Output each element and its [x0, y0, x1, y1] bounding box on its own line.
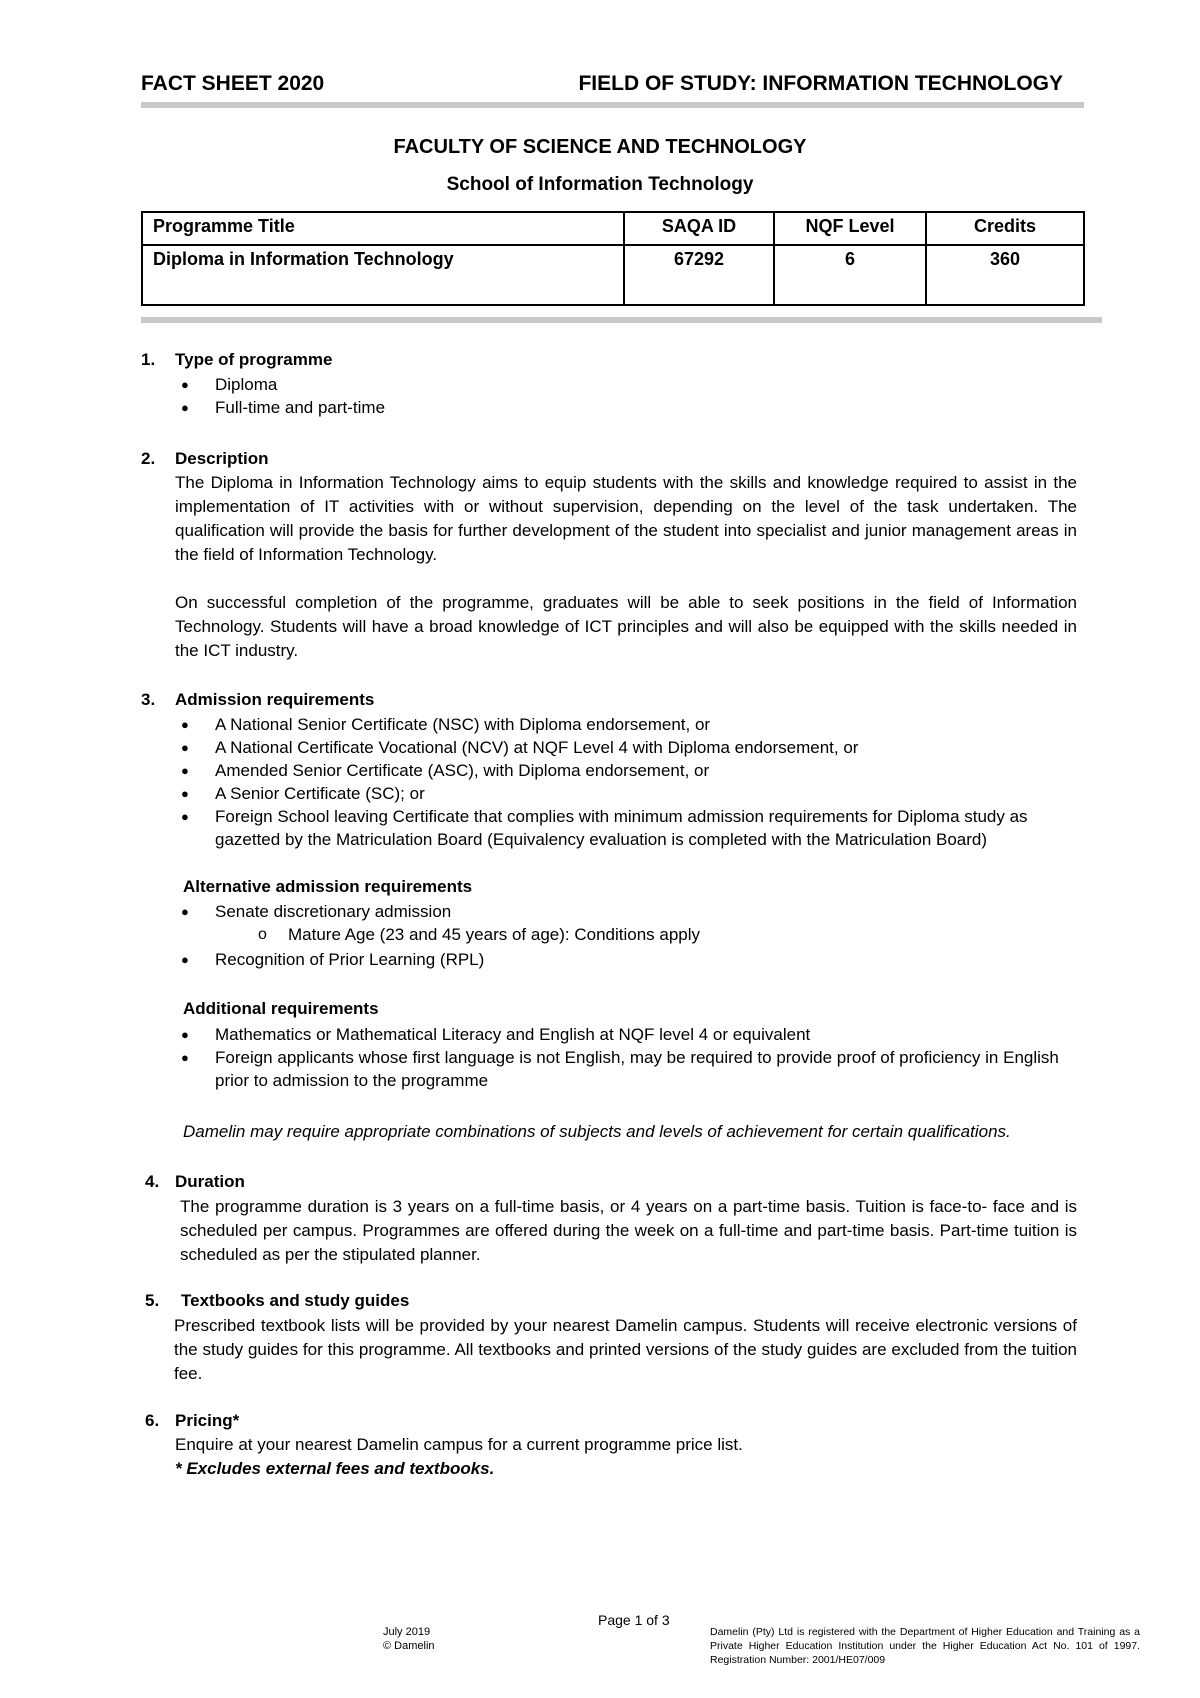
pricing-text: Enquire at your nearest Damelin campus for a current programme price list.: [175, 1435, 743, 1454]
bullet-icon: ●: [181, 786, 189, 801]
additional-requirements-list: [175, 1023, 1077, 1092]
list-item: ● Amended Senior Certificate (ASC), with Diploma endorsement, or: [181, 761, 710, 780]
bullet-icon: ●: [181, 400, 189, 415]
alternative-admission-sublist: [175, 923, 1077, 946]
bullet-icon: ●: [181, 763, 189, 778]
programme-type-list: [175, 373, 1075, 419]
header-saqa-id: SAQA ID: [624, 212, 774, 245]
footer-legal: Damelin (Pty) Ltd is registered with the Department of Higher Education and Training as a Private Higher Education Institution under the Higher Education Act No. 101 of 1997. Registration Number: 2001/HE07/009: [710, 1626, 1140, 1666]
bullet-icon: ●: [181, 1027, 189, 1042]
description-paragraph-2: On successful completion of the programme, graduates will be able to seek positions in the field of Information Technology. Students will have a broad knowledge of ICT principles and will also be equipped with the skills needed in the ICT industry.: [175, 593, 1077, 660]
table-divider: [141, 317, 1102, 323]
faculty-title: FACULTY OF SCIENCE AND TECHNOLOGY: [393, 136, 807, 158]
pricing-note: * Excludes external fees and textbooks.: [175, 1459, 495, 1478]
footer-date: July 2019: [383, 1626, 431, 1638]
additional-requirements-title: Additional requirements: [183, 999, 379, 1018]
header-right: FIELD OF STUDY: INFORMATION TECHNOLOGY: [578, 72, 1063, 95]
list-item: ● A National Senior Certificate (NSC) with Diploma endorsement, or: [181, 715, 711, 734]
list-item: ● Senate discretionary admission: [181, 902, 452, 921]
alternative-admission-list-2: [175, 948, 1077, 971]
section-3-number: 3.: [141, 690, 156, 709]
list-item: ● Foreign applicants whose first language is not English, may be required to provide proof of proficiency in English prior to admission to the programme: [181, 1048, 1059, 1090]
list-item: ● A National Certificate Vocational (NCV) at NQF Level 4 with Diploma endorsement, or: [181, 738, 859, 757]
cell-nqf-level: 6: [774, 245, 926, 305]
list-item: ● Recognition of Prior Learning (RPL): [181, 950, 485, 969]
table-row: [142, 245, 1084, 305]
school-title: School of Information Technology: [446, 174, 754, 195]
bullet-icon: ●: [181, 904, 189, 919]
header-nqf-level: NQF Level: [774, 212, 926, 245]
footer-page-number: Page 1 of 3: [598, 1612, 670, 1628]
footer-copyright: © Damelin: [383, 1640, 435, 1652]
section-6-title: Pricing*: [175, 1411, 240, 1430]
duration-text: The programme duration is 3 years on a full-time basis, or 4 years on a part-time basis. Tuition is face-to- face and is scheduled per campus. Programmes are offered during the week on a full-time and part-time basis. Part-time tuition is scheduled as per the stipulated planner.: [180, 1197, 1077, 1264]
header-divider: [141, 102, 1084, 108]
section-4-title: Duration: [175, 1172, 245, 1191]
list-item: ● Foreign School leaving Certificate that complies with minimum admission requirements for Diploma study as gazetted by the Matriculation Board (Equivalency evaluation is completed with the Matriculation Board): [181, 807, 1028, 849]
description-paragraph-1: The Diploma in Information Technology aims to equip students with the skills and knowledge required to assist in the implementation of IT activities with or without supervision, depending on the level of the task undertaken. The qualification will provide the basis for further development of the student into specialist and junior management areas in the field of Information Technology.: [175, 473, 1077, 564]
admission-list: [175, 713, 1077, 851]
list-item: ● Full-time and part-time: [181, 398, 386, 417]
section-2-title: Description: [175, 449, 269, 468]
list-item: ● Mathematics or Mathematical Literacy and English at NQF level 4 or equivalent: [181, 1025, 811, 1044]
cell-credits: 360: [926, 245, 1084, 305]
table-header-row: [142, 212, 1084, 245]
section-2-number: 2.: [141, 449, 156, 468]
bullet-icon: ●: [181, 1050, 189, 1065]
section-1-number: 1.: [141, 350, 156, 369]
section-5-title: Textbooks and study guides: [181, 1291, 410, 1310]
alternative-admission-list: [175, 900, 1077, 923]
list-item: o Mature Age (23 and 45 years of age): Conditions apply: [258, 925, 701, 944]
section-5-number: 5.: [145, 1291, 160, 1310]
bullet-icon: ●: [181, 377, 189, 392]
bullet-icon: ●: [181, 952, 189, 967]
programme-table: [141, 211, 1085, 306]
bullet-icon: ●: [181, 809, 189, 824]
header-left: FACT SHEET 2020: [141, 72, 325, 95]
header-credits: Credits: [926, 212, 1084, 245]
alternative-admission-title: Alternative admission requirements: [183, 877, 473, 896]
bullet-icon: ●: [181, 740, 189, 755]
header-programme-title: Programme Title: [142, 212, 624, 245]
admission-note: Damelin may require appropriate combinations of subjects and levels of achievement for certain qualifications.: [183, 1122, 1011, 1141]
textbooks-text: Prescribed textbook lists will be provided by your nearest Damelin campus. Students will receive electronic versions of the study guides for this programme. All textbooks and printed versions of the study guides are excluded from the tuition fee.: [174, 1316, 1077, 1383]
cell-programme-title: Diploma in Information Technology: [142, 245, 624, 305]
list-item: ● A Senior Certificate (SC); or: [181, 784, 425, 803]
circle-bullet-icon: o: [258, 926, 267, 943]
section-3-title: Admission requirements: [175, 690, 375, 709]
section-4-number: 4.: [145, 1172, 160, 1191]
section-1-title: Type of programme: [175, 350, 333, 369]
list-item: ● Diploma: [181, 375, 278, 394]
bullet-icon: ●: [181, 717, 189, 732]
cell-saqa-id: 67292: [624, 245, 774, 305]
section-6-number: 6.: [145, 1411, 160, 1430]
